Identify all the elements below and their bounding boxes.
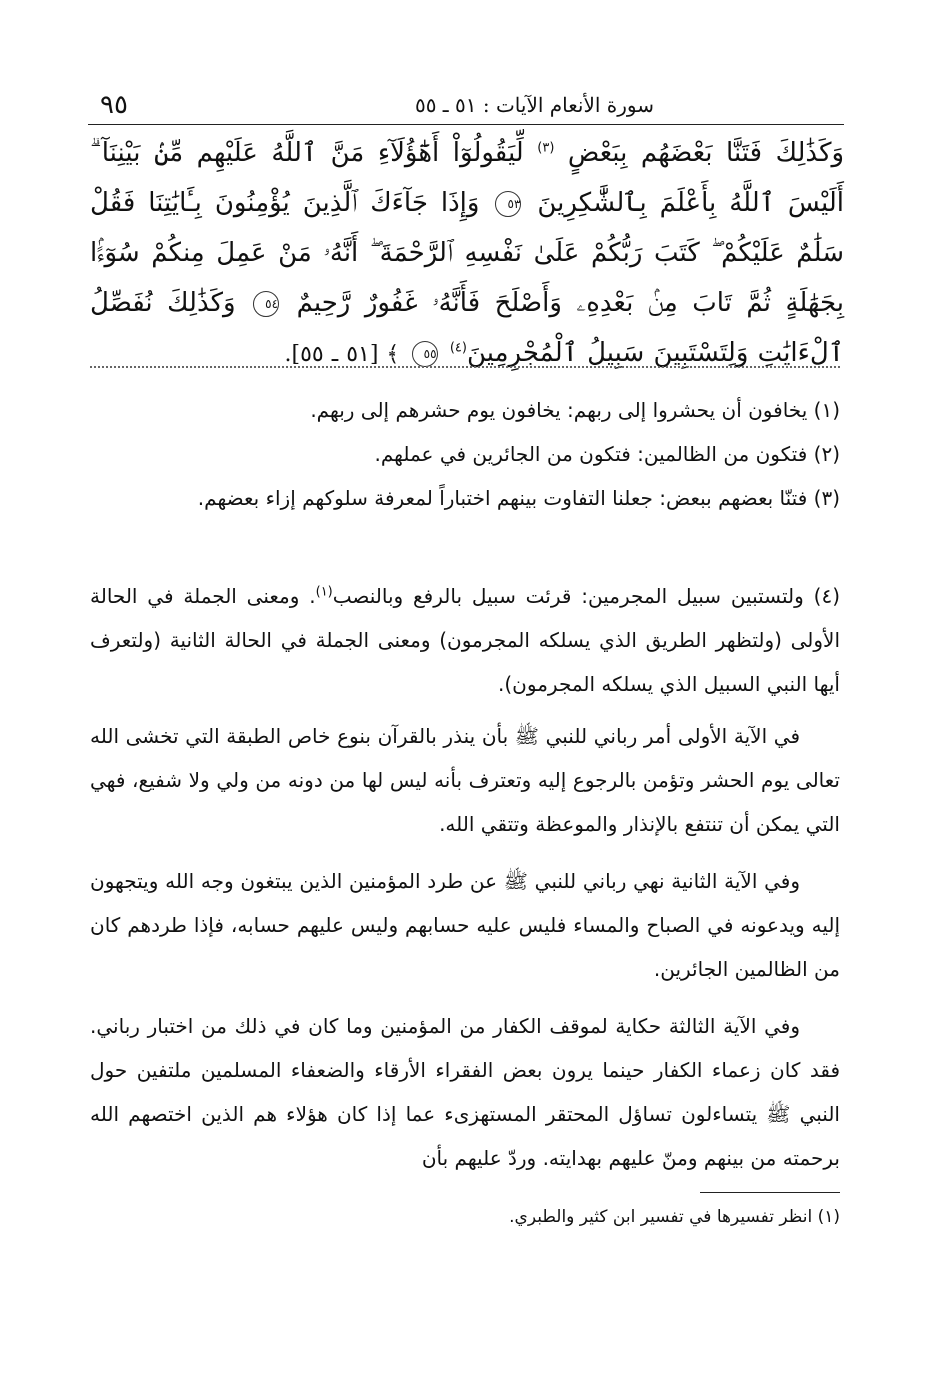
verse-text: وَكَذَٰلِكَ فَتَنَّا بَعْضَهُم بِبَعْضٍ — [567, 138, 844, 168]
ayah-number-mark: ٥٥ — [412, 341, 438, 367]
gloss-text: (٤) ولتستبين سبيل المجرمين: قرئت سبيل بالرفع وبالنصب — [332, 584, 840, 608]
gloss-text: . ومعنى الجملة في الحالة الأولى (ولتظهر الطريق الذي يسلكه المجرمون) ومعنى الجملة في الحالة الثانية (ولتعرف أيها النبي السبيل الذي يسلكه المجرمون). — [90, 584, 840, 696]
paragraph: وفي الآية الثانية نهي رباني للنبي ﷺ عن طرد المؤمنين الذين يبتغون وجه الله ويتجهون إليه ويدعونه في الصباح والمساء فليس عليه حسابهم وليس عليهم حسابه، فإذا طردهم كان من الظالمين الجائرين. — [90, 869, 840, 981]
dotted-divider — [90, 366, 840, 368]
verse-text: وَكَذَٰلِكَ نُفَصِّلُ ٱلْءَايَٰتِ وَلِتَسْتَبِينَ سَبِيلُ ٱلْمُجْرِمِينَ — [90, 288, 844, 368]
ayah-number-mark: ٥٣ — [495, 191, 521, 217]
verse-reference: ﴾ [٥١ ـ ٥٥]. — [284, 342, 400, 367]
verse-text: وَإِذَا جَآءَكَ ٱلَّذِينَ يُؤْمِنُونَ بِـَٔايَٰتِنَا فَقُلْ سَلَٰمٌ عَلَيْكُمْ ۖ كَتَبَ رَبُّكُمْ عَلَىٰ نَفْسِهِ ٱلرَّحْمَةَ ۖ أَنَّهُۥ مَنْ عَمِلَ مِنكُمْ سُوٓءًۢا بِجَهَٰلَةٍ ثُمَّ تَابَ مِنۢ بَعْدِهِۦ وَأَصْلَحَ فَأَنَّهُۥ غَفُورٌ رَّحِيمٌ — [90, 188, 845, 318]
running-head: سورة الأنعام الآيات : ٥١ ـ ٥٥ — [414, 93, 654, 117]
paragraph: وفي الآية الثالثة حكاية لموقف الكفار من المؤمنين وما كان في ذلك من اختبار رباني. فقد كان زعماء الكفار حينما يرون بعض الفقراء الأرقاء والضعفاء المسلمين ملتفين حول النبي ﷺ يتساءلون تساؤل المحتقر المستهزىء عما إذا كان هؤلاء هم الذين اختصهم الله برحمته من بينهم ومنّ عليهم بهدايته. وردّ عليهم بأن — [90, 1014, 840, 1170]
paragraph: في الآية الأولى أمر رباني للنبي ﷺ بأن ينذر بالقرآن بنوع خاص الطبقة التي تخشى الله تعالى يوم الحشر وتؤمن بالرجوع إليه وتعترف بأنه ليس لها من دونه من ولي ولا شفيع، فهي التي يمكن أن تنتفع بالإنذار والموعظة وتتقي الله. — [90, 724, 840, 836]
footnote-rule — [700, 1192, 840, 1193]
footnote-marker: (٤) — [449, 340, 467, 356]
commentary — [90, 714, 840, 1193]
footnote-marker: (٣) — [537, 140, 555, 156]
glosses — [90, 388, 840, 520]
footnote: (١) انظر تفسيرها في تفسير ابن كثير والطبري. — [509, 1207, 840, 1227]
gloss-item — [90, 574, 840, 706]
quran-verses — [90, 128, 844, 380]
footnote-marker: (١) — [315, 584, 333, 600]
page-number: ٩٥ — [100, 90, 128, 120]
page-header — [88, 88, 844, 125]
gloss-item: (٢) فتكون من الظالمين: فتكون من الجائرين في عملهم. — [374, 442, 840, 466]
ayah-number-mark: ٥٤ — [253, 291, 279, 317]
verse-text: لِّيَقُولُوٓاْ أَهَٰٓؤُلَآءِ مَنَّ ٱللَّهُ عَلَيْهِم مِّنۢ بَيْنِنَآ ۗ أَلَيْسَ ٱللَّهُ بِأَعْلَمَ بِٱلشَّٰكِرِينَ — [90, 138, 845, 218]
gloss-item: (١) يخافون أن يحشروا إلى ربهم: يخافون يوم حشرهم إلى ربهم. — [310, 398, 840, 422]
gloss-4 — [90, 574, 840, 706]
gloss-item: (٣) فتنّا بعضهم ببعض: جعلنا التفاوت بينهم اختباراً لمعرفة سلوكهم إزاء بعضهم. — [197, 486, 840, 510]
